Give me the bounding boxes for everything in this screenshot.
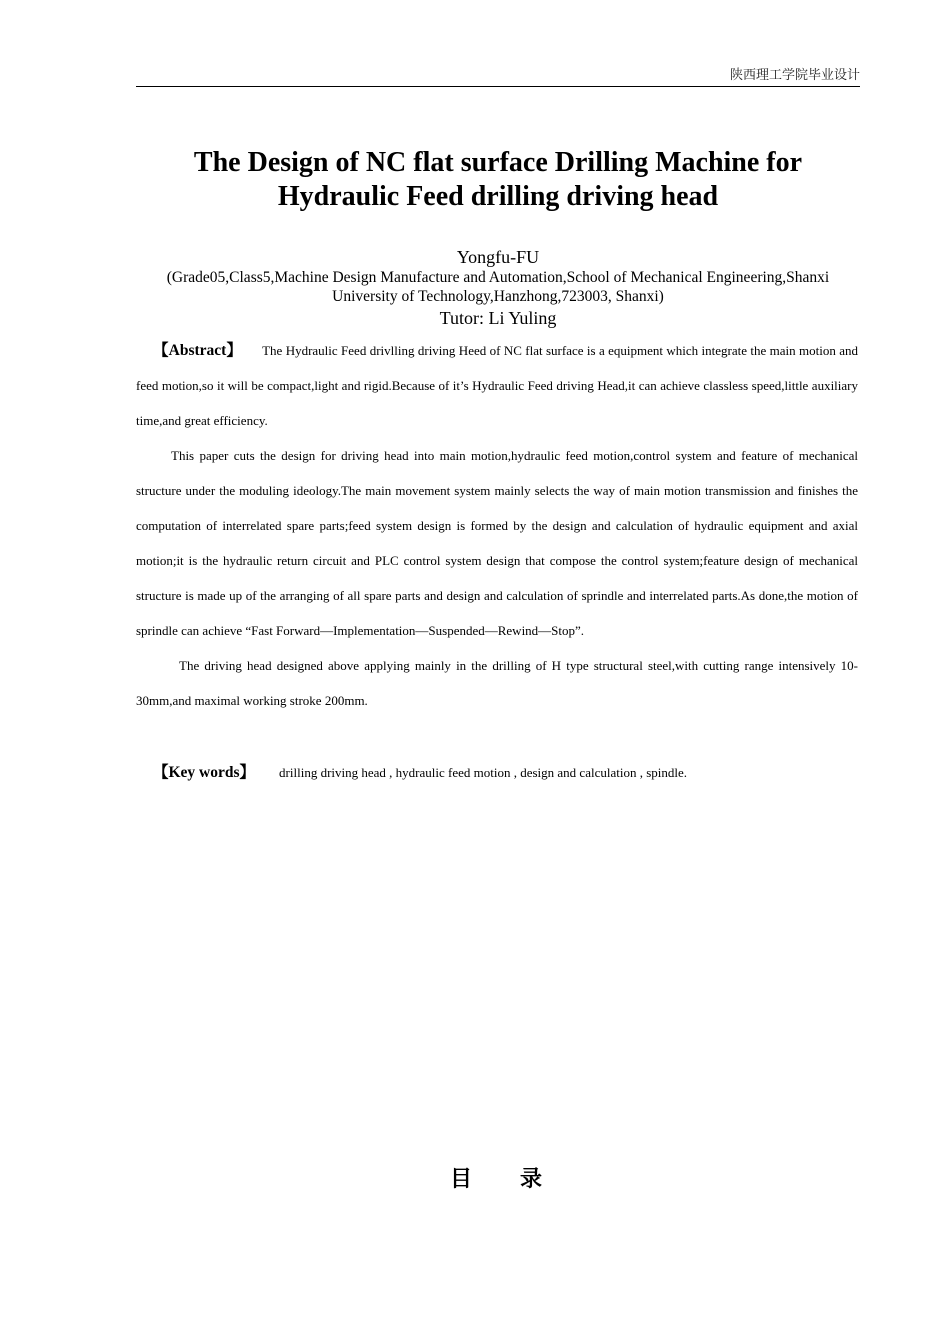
paper-title	[136, 146, 860, 214]
paper-title-line-1: The Design of NC flat surface Drilling Machine for	[193, 147, 803, 178]
running-header: 陕西理工学院毕业设计	[729, 68, 860, 83]
keywords-label: 【Key words】	[153, 764, 256, 781]
affiliation-line-2: University of Technology,Hanzhong,723003, Shanxi)	[332, 288, 664, 305]
tutor-name: Tutor: Li Yuling	[439, 308, 557, 328]
abstract-paragraph-1-text: The Hydraulic Feed drivlling driving Heed of NC flat surface is a equipment which integrate the main motion and feed motion,so it will be compact,light and rigid.Because of it’s Hydraulic Feed driving Head,it can achieve classless speed,little auxiliary time,and great efficiency.	[136, 343, 859, 428]
author-affiliation	[120, 268, 876, 306]
abstract-section	[136, 333, 858, 718]
keywords-text: drilling driving head , hydraulic feed motion , design and calculation , spindle.	[279, 765, 688, 780]
keywords-section	[136, 755, 858, 790]
abstract-label: 【Abstract】	[153, 342, 243, 359]
header-rule	[136, 86, 860, 87]
abstract-paragraph-1	[136, 333, 858, 438]
paper-title-line-2: Hydraulic Feed drilling driving head	[277, 181, 719, 212]
author-name: Yongfu-FU	[456, 247, 540, 267]
abstract-paragraph-3: The driving head designed above applying mainly in the drilling of H type structural steel,with cutting range intensively 10-30mm,and maximal working stroke 200mm.	[136, 658, 858, 708]
table-of-contents-title: 目录	[450, 1167, 591, 1192]
affiliation-line-1: (Grade05,Class5,Machine Design Manufacture and Automation,School of Mechanical Engineering,Shanxi	[166, 269, 830, 286]
abstract-paragraph-2: This paper cuts the design for driving head into main motion,hydraulic feed motion,control system and feature of mechanical structure under the moduling ideology.The main movement system mainly selects the way of main motion transmission and finishes the computation of interrelated spare parts;feed system design is formed by the design and calculation of hydraulic equipment and axial motion;it is the hydraulic return circuit and PLC control system design that compose the control system;feature design of mechanical structure is made up of the arranging of all spare parts and design and calculation of sprindle and interrelated parts.As done,the motion of sprindle can achieve “Fast Forward—Implementation—Suspended—Rewind—Stop”.	[136, 448, 858, 638]
